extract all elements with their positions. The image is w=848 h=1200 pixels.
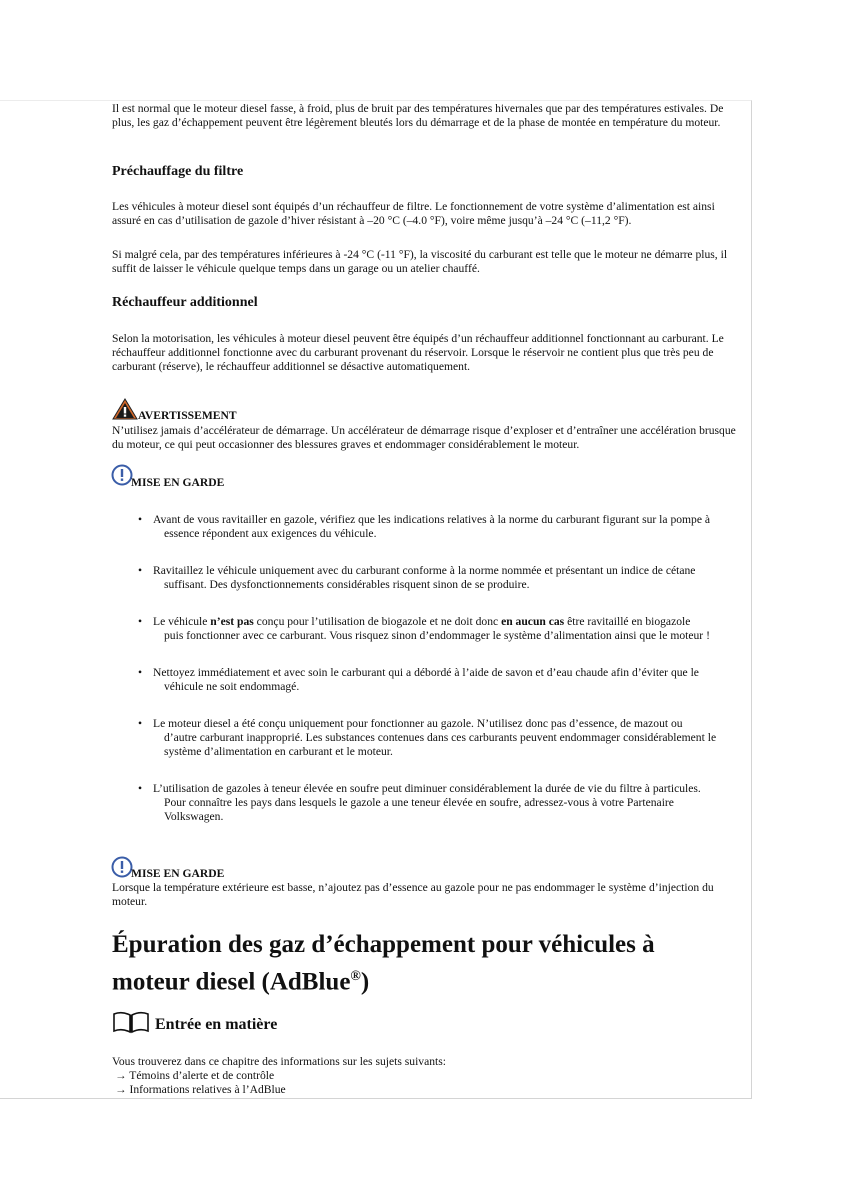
bullet-icon: • [138, 615, 143, 628]
chapter-intro: Vous trouverez dans ce chapitre des informations sur les sujets suivants: [112, 1055, 446, 1068]
link-adblue-info[interactable]: → Informations relatives à l’AdBlue [115, 1083, 286, 1096]
warning-triangle-icon [112, 398, 138, 420]
intro-paragraph: Il est normal que le moteur diesel fasse, à froid, plus de bruit par des températures hivernales que par des températures estivales. De plus, les gaz d’échappement peuvent être légèrement bleutés lors du démarrage et de la phase de montée en température du moteur. [112, 102, 724, 129]
additional-heater-paragraph: Selon la motorisation, les véhicules à moteur diesel peuvent être équipés d’un réchauffeur additionnel fonctionnant au carburant. Le réchauffeur additionnel fonctionne avec du carburant provenant du réservoir. Lorsque le réservoir ne contient plus que très peu de carburant (réserve), le réchauffeur additionnel se désactive automatiquement. [112, 332, 724, 373]
warning-title: AVERTISSEMENT [138, 409, 237, 422]
caution-title-2: MISE EN GARDE [131, 867, 225, 880]
list-item: • Le véhicule n’est pas conçu pour l’utilisation de biogazole et ne doit donc en aucun cas être ravitaillé en biogazole puis fonctionner avec ce carburant. Vous risquez sinon d’endommager le système d’alimentation ainsi que le moteur ! [138, 615, 710, 642]
link-warning-lamps[interactable]: → Témoins d’alerte et de contrôle [115, 1069, 275, 1082]
bullet-icon: • [138, 513, 143, 526]
bullet-icon: • [138, 782, 143, 795]
section-title-filter-preheating: Préchauffage du filtre [112, 164, 244, 179]
section-title-additional-heater: Réchauffeur additionnel [112, 295, 258, 310]
caution-circle-icon [111, 464, 133, 486]
list-item: • Le moteur diesel a été conçu uniquement pour fonctionner au gazole. N’utilisez donc pas d’essence, de mazout ou d’autre carburant inapproprié. Les substances contenues dans ces carburants peuvent endommager considérablement le système d’alimentation en carburant et le moteur. [138, 717, 717, 758]
list-item: • L’utilisation de gazoles à teneur élevée en soufre peut diminuer considérablement la durée de vie du filtre à particules. Pour connaître les pays dans lesquels le gazole a une teneur élevée en soufre, adressez-vous à votre Partenaire Volkswagen. [138, 782, 701, 823]
filter-preheating-paragraph-2: Si malgré cela, par des températures inférieures à -24 °C (-11 °F), la viscosité du carburant est telle que le moteur ne démarre plus, il suffit de laisser le véhicule quelque temps dans un garage ou un atelier chauffé. [112, 248, 728, 275]
caution-circle-icon [111, 856, 133, 878]
filter-preheating-paragraph-1: Les véhicules à moteur diesel sont équipés d’un réchauffeur de filtre. Le fonctionnement de votre système d’alimentation est ainsi assuré en cas d’utilisation de gazole d’hiver résistant à –20 °C (–4.0 °F), voire même jusqu’à –24 °C (–11,2 °F). [112, 200, 715, 227]
chapter-title: Épuration des gaz d’échappement pour véhicules à moteur diesel (AdBlue®) [112, 931, 655, 996]
book-icon [112, 1010, 150, 1034]
caution-text-2: Lorsque la température extérieure est basse, n’ajoutez pas d’essence au gazole pour ne pas endommager le système d’injection du moteur. [112, 881, 714, 908]
bullet-icon: • [138, 564, 143, 577]
caution-title-1: MISE EN GARDE [131, 476, 225, 489]
bullet-icon: • [138, 717, 143, 730]
list-item: • Avant de vous ravitailler en gazole, vérifiez que les indications relatives à la norme du carburant figurant sur la pompe à essence répondent aux exigences du véhicule. [138, 513, 711, 540]
list-item: • Ravitaillez le véhicule uniquement avec du carburant conforme à la norme nommée et présentant un indice de cétane suffisant. Des dysfonctionnements considérables risquent sinon de se produire. [138, 564, 696, 591]
warning-text: N’utilisez jamais d’accélérateur de démarrage. Un accélérateur de démarrage risque d’exploser et d’entraîner une accélération brusque du moteur, ce qui peut occasionner des blessures graves et endommager considérablement le moteur. [112, 424, 736, 451]
bullet-icon: • [138, 666, 143, 679]
subtitle-entree-en-matiere: Entrée en matière [155, 1016, 278, 1033]
list-item: • Nettoyez immédiatement et avec soin le carburant qui a débordé à l’aide de savon et d’eau chaude afin d’éviter que le véhicule ne soit endommagé. [138, 666, 699, 693]
